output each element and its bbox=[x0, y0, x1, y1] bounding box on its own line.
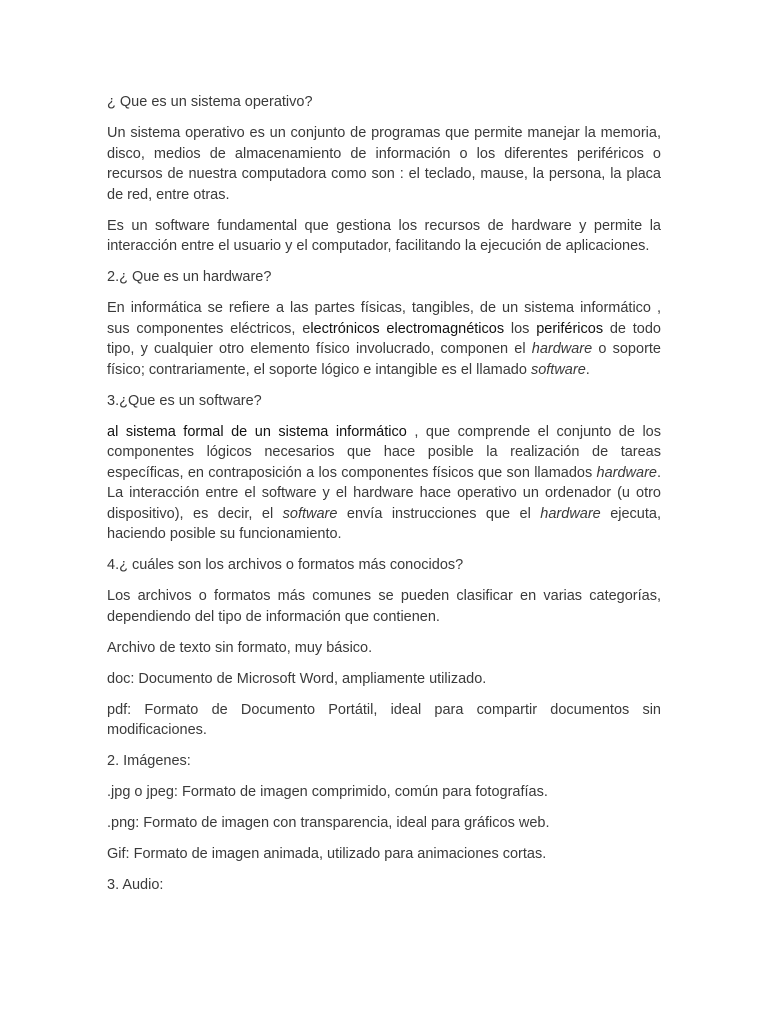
hardware-italic-term: hardware bbox=[531, 341, 593, 357]
list-item-png: .png: Formato de imagen con transparencia, ideal para gráficos web. bbox=[107, 815, 550, 831]
list-item-gif: Gif: Formato de imagen animada, utilizado para animaciones cortas. bbox=[107, 846, 547, 862]
software-link-information-system: sistema informático bbox=[278, 423, 407, 440]
hardware-link-peripherals: periféricos bbox=[536, 320, 604, 337]
paragraph-file-formats: Los archivos o formatos más comunes se pueden clasificar en varias categorías, dependiendo del tipo de información que contienen. bbox=[107, 588, 661, 625]
list-item-doc: doc: Documento de Microsoft Word, ampliamente utilizado. bbox=[107, 670, 487, 687]
software-text-4: . La interacción entre el software y el hardware hace operativo un ordenador (u otro dispositivo), es decir, el bbox=[107, 464, 661, 522]
paragraph-software-definition bbox=[107, 422, 661, 545]
document-page bbox=[107, 92, 661, 906]
software-italic-hardware-2: hardware bbox=[540, 505, 601, 522]
hardware-text-2: los bbox=[504, 320, 537, 337]
list-item-jpg: .jpg o jpeg: Formato de imagen comprimido, común para fotografías. bbox=[107, 784, 548, 800]
hardware-text-1: En informática se refiere a las partes físicas, tangibles, de un sistema informático , sus componentes eléctricos, e bbox=[107, 300, 661, 337]
paragraph-os-function: Es un software fundamental que gestiona los recursos de hardware y permite la interacción entre el usuario y el computador, facilitando la ejecución de aplicaciones. bbox=[107, 217, 661, 254]
software-text-1: al bbox=[107, 423, 126, 440]
list-item-text-file: Archivo de texto sin formato, muy básico. bbox=[107, 639, 373, 656]
software-link-formal-system: sistema formal bbox=[125, 423, 224, 440]
paragraph-os-definition: Un sistema operativo es un conjunto de programas que permite manejar la memoria, disco, medios de almacenamiento de información o los diferentes periféricos o recursos de nuestra computadora como son : el teclado, mause, la persona, la placa de red, entre otras. bbox=[107, 125, 661, 203]
software-italic-term: software bbox=[530, 361, 586, 378]
question-file-formats: 4.¿ cuáles son los archivos o formatos más conocidos? bbox=[107, 557, 464, 573]
hardware-text-5: . bbox=[585, 361, 590, 378]
list-item-pdf: pdf: Formato de Documento Portátil, ideal para compartir documentos sin modificaciones. bbox=[107, 701, 661, 738]
heading-audio: 3. Audio: bbox=[107, 877, 164, 893]
hardware-link-electronics: lectrónicos electromagnéticos bbox=[310, 320, 505, 337]
software-italic-hardware-1: hardware bbox=[596, 464, 657, 481]
question-hardware: 2.¿ Que es un hardware? bbox=[107, 269, 272, 285]
software-text-5: envía instrucciones que el bbox=[337, 505, 541, 522]
software-text-6: ejecuta, haciendo posible su funcionamiento. bbox=[107, 505, 661, 542]
software-italic-software: software bbox=[282, 505, 338, 522]
hardware-text-3: de todo tipo, y cualquier otro elemento físico involucrado, componen el bbox=[107, 320, 661, 357]
software-text-2: de un bbox=[223, 423, 279, 440]
heading-images: 2. Imágenes: bbox=[107, 753, 191, 769]
paragraph-hardware-definition bbox=[107, 298, 661, 380]
question-software: 3.¿Que es un software? bbox=[107, 392, 262, 409]
question-operating-system: ¿ Que es un sistema operativo? bbox=[107, 94, 313, 110]
hardware-text-4: o soporte físico; contrariamente, el soporte lógico e intangible es el llamado bbox=[107, 341, 661, 378]
software-text-3: , que comprende el conjunto de los componentes lógicos necesarios que hace posible la realización de tareas específicas, en contraposición a los componentes físicos que son llamados bbox=[107, 423, 661, 481]
